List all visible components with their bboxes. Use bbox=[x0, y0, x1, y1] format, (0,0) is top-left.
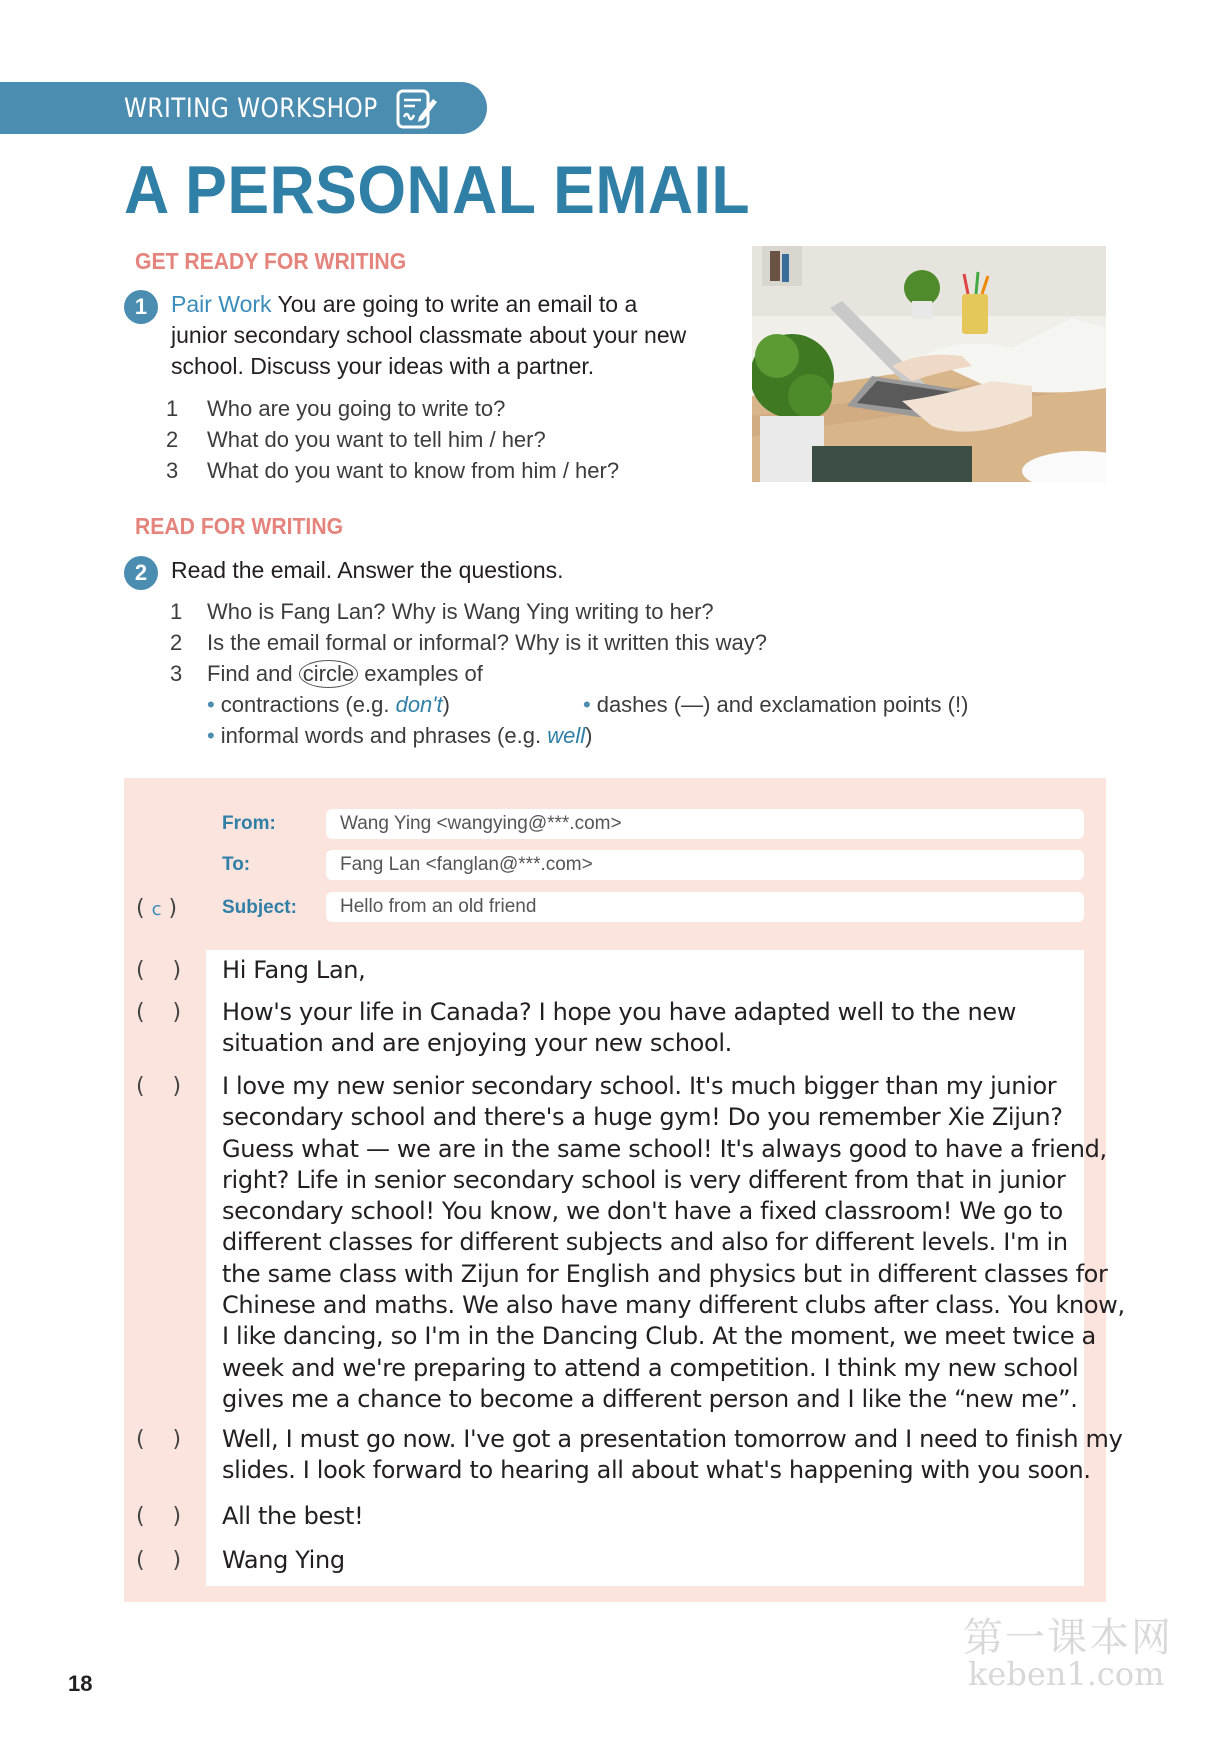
page-number: 18 bbox=[68, 1671, 93, 1696]
question-number: 2 bbox=[170, 630, 183, 655]
email-greeting: Hi Fang Lan, bbox=[222, 956, 366, 984]
question-text: What do you want to know from him / her? bbox=[207, 458, 620, 483]
exercise-2-instruction: Read the email. Answer the questions. bbox=[171, 557, 564, 583]
example-word: don't bbox=[395, 692, 443, 717]
watermark-url: keben1.com bbox=[968, 1655, 1165, 1693]
bullet-contractions bbox=[207, 690, 450, 720]
email-line: I love my new senior secondary school. It's much bigger than my junior bbox=[222, 1072, 1057, 1100]
to-label: To: bbox=[222, 854, 251, 875]
bullet-dot-icon: • bbox=[207, 692, 215, 717]
bracket-answer: c bbox=[151, 899, 162, 920]
get-ready-heading: GET READY FOR WRITING bbox=[135, 248, 407, 274]
email-line: slides. I look forward to hearing all about what's happening with you soon. bbox=[222, 1456, 1091, 1485]
email-line: I like dancing, so I'm in the Dancing Club. At the moment, we meet twice a bbox=[222, 1322, 1096, 1351]
question-text: Who are you going to write to? bbox=[207, 396, 506, 421]
laptop-photo bbox=[752, 246, 1106, 482]
question-number: 3 bbox=[170, 661, 183, 686]
email-closing: All the best! bbox=[222, 1502, 364, 1530]
email-line: How's your life in Canada? I hope you have adapted well to the new bbox=[222, 998, 1017, 1026]
example-word: well bbox=[547, 723, 586, 748]
exercise-1-instruction bbox=[171, 289, 637, 320]
email-line: Well, I must go now. I've got a presentation tomorrow and I need to finish my bbox=[222, 1425, 1123, 1453]
question-text: Who is Fang Lan? Why is Wang Ying writing to her? bbox=[207, 599, 714, 624]
question-text-part: Find and bbox=[207, 661, 293, 686]
answer-bracket: ( ) bbox=[136, 1548, 182, 1573]
email-line: Chinese and maths. We also have many different clubs after class. You know, bbox=[222, 1291, 1125, 1320]
email-line: situation and are enjoying your new school. bbox=[222, 1029, 732, 1058]
answer-bracket: ( ) bbox=[136, 958, 182, 983]
bullet-dot-icon: • bbox=[583, 692, 591, 717]
email-line: different classes for different subjects and also for different levels. I'm in bbox=[222, 1228, 1068, 1257]
to-field: Fang Lan <fanglan@***.com> bbox=[326, 850, 1084, 880]
subject-label: Subject: bbox=[222, 897, 297, 918]
pair-work-label: Pair Work bbox=[171, 291, 272, 317]
email-line: Guess what — we are in the same school! It's always good to have a friend, bbox=[222, 1134, 1107, 1163]
answer-bracket: ( c ) bbox=[136, 896, 178, 921]
from-label: From: bbox=[222, 813, 276, 834]
instruction-line: You are going to write an email to a bbox=[277, 291, 638, 317]
email-line: gives me a chance to become a different person and I like the “new me”. bbox=[222, 1384, 1078, 1413]
read-for-writing-heading: READ FOR WRITING bbox=[135, 513, 344, 539]
question-number: 3 bbox=[166, 458, 179, 483]
answer-bracket: ( ) bbox=[136, 1504, 182, 1529]
question-number: 1 bbox=[166, 396, 179, 421]
email-line: secondary school! You know, we don't have a fixed classroom! We go to bbox=[222, 1197, 1063, 1226]
exercise-number-1: 1 bbox=[124, 290, 158, 324]
instruction-line: junior secondary school classmate about your new bbox=[171, 322, 687, 348]
email-signature: Wang Ying bbox=[222, 1546, 345, 1574]
circled-word: circle bbox=[299, 660, 358, 688]
instruction-line: school. Discuss your ideas with a partner. bbox=[171, 353, 595, 379]
bullet-dot-icon: • bbox=[207, 723, 215, 748]
email-line: secondary school and there's a huge gym! Do you remember Xie Zijun? bbox=[222, 1103, 1063, 1132]
question-number: 2 bbox=[166, 427, 179, 452]
from-field: Wang Ying <wangying@***.com> bbox=[326, 809, 1084, 839]
answer-bracket: ( ) bbox=[136, 1000, 182, 1025]
bullet-close: ) bbox=[585, 723, 593, 748]
email-paragraph-3 bbox=[222, 1424, 1122, 1487]
question-text-part: examples of bbox=[364, 661, 483, 686]
email-line: the same class with Zijun for English and physics but in different classes for bbox=[222, 1259, 1108, 1288]
subject-field: Hello from an old friend bbox=[326, 892, 1084, 922]
question-number: 1 bbox=[170, 599, 183, 624]
bullet-text: contractions (e.g. bbox=[220, 692, 390, 717]
bullet-dashes bbox=[583, 690, 968, 720]
question-text bbox=[207, 659, 483, 689]
page-title: A PERSONAL EMAIL bbox=[124, 152, 751, 228]
bullet-informal bbox=[207, 721, 592, 751]
bullet-close: ) bbox=[442, 692, 450, 717]
email-line: week and we're preparing to attend a competition. I think my new school bbox=[222, 1353, 1079, 1382]
answer-bracket: ( ) bbox=[136, 1427, 182, 1452]
bullet-text: informal words and phrases (e.g. bbox=[220, 723, 542, 748]
exercise-number-2: 2 bbox=[124, 556, 158, 590]
banner-label: WRITING WORKSHOP bbox=[124, 93, 378, 124]
email-line: right? Life in senior secondary school is very different from that in junior bbox=[222, 1165, 1066, 1194]
bullet-text: dashes (—) and exclamation points (!) bbox=[596, 692, 969, 717]
email-paragraph-2 bbox=[222, 1071, 1125, 1415]
question-text: Is the email formal or informal? Why is it written this way? bbox=[207, 630, 767, 655]
email-paragraph-1 bbox=[222, 997, 1016, 1060]
answer-bracket: ( ) bbox=[136, 1074, 182, 1099]
question-text: What do you want to tell him / her? bbox=[207, 427, 546, 452]
watermark-text: 第一课本网 bbox=[963, 1615, 1173, 1661]
writing-notepad-icon bbox=[395, 87, 439, 131]
